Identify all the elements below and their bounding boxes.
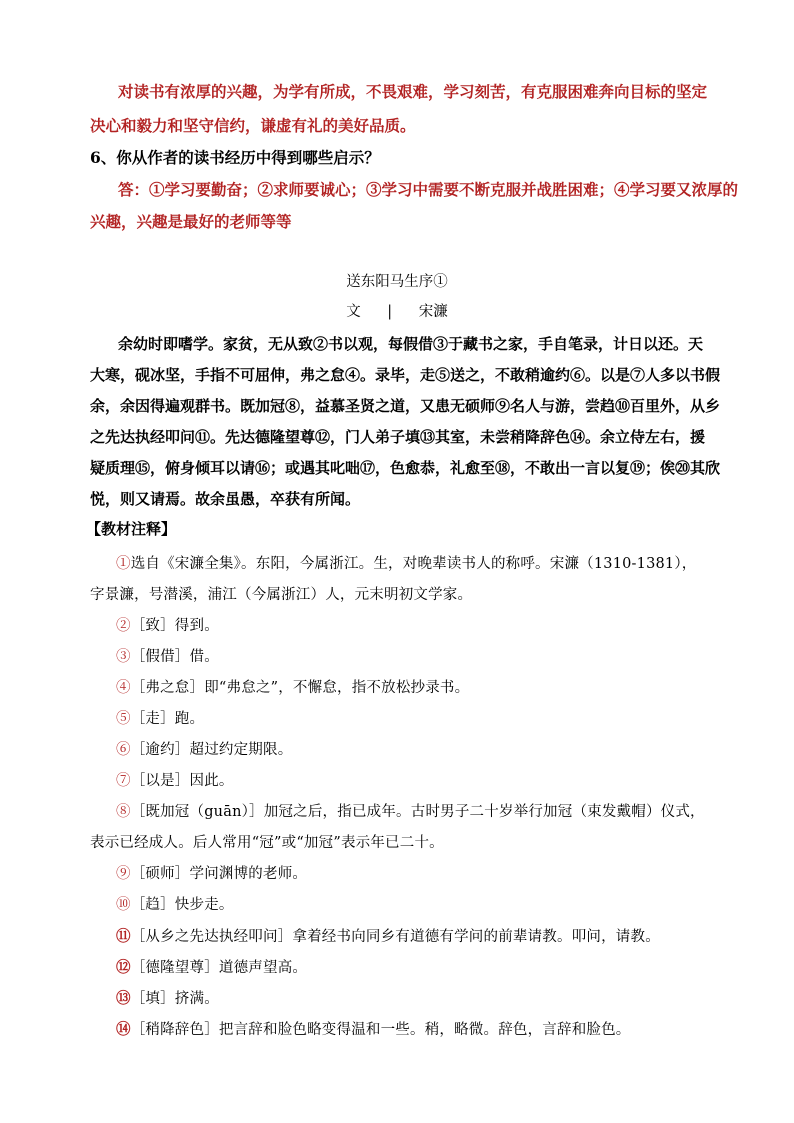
answer-previous-line1: 对读书有浓厚的兴趣，为学有所成，不畏艰难，学习刻苦，有克服困难奔向目标的坚定 <box>118 82 708 101</box>
note-number: ⑬ <box>116 990 131 1007</box>
note-3 <box>116 645 219 666</box>
note-text: 选自《宋濂全集》。东阳，今属浙江。生，对晚辈读书人的称呼。宋濂（1310-1381）， <box>130 556 697 572</box>
note-number: ⑨ <box>116 866 131 882</box>
note-number: ③ <box>116 649 131 665</box>
note-text: ［既加冠（guān）］加冠之后，指已成年。古时男子二十岁举行加冠（束发戴帽）仪式， <box>130 804 705 820</box>
note-number: ⑥ <box>116 742 131 758</box>
note-text: ［从乡之先达执经叩问］拿着经书向同乡有道德有学问的前辈请教。叩问，请教。 <box>130 929 660 945</box>
essay-line-2: 大寒，砚冰坚，手指不可屈伸，弗之怠④。录毕，走⑤送之，不敢稍逾约⑥。以是⑦人多以书假 <box>90 366 721 384</box>
answer-previous-line2: 决心和毅力和坚守信约，谦虚有礼的美好品质。 <box>90 116 416 135</box>
note-number: ① <box>116 556 131 572</box>
note-number: ⑩ <box>116 897 131 913</box>
note-text: ［德隆望尊］道德声望高。 <box>130 960 308 976</box>
note-text: ［走］跑。 <box>130 711 205 727</box>
note-number: ⑦ <box>116 773 131 789</box>
note-text: ［稍降辞色］把言辞和脸色略变得温和一些。稍，略微。辞色，言辞和脸色。 <box>130 1022 631 1038</box>
note-10 <box>116 893 234 914</box>
note-text: ［趋］快步走。 <box>130 897 234 913</box>
note-12 <box>116 956 307 977</box>
note-number: ⑤ <box>116 711 131 727</box>
byline-label: 文 <box>346 304 361 320</box>
note-8 <box>116 800 705 821</box>
essay-line-4: 之先达执经叩问⑪。先达德隆望尊⑫，门人弟子填⑬其室，未尝稍降辞色⑭。余立侍左右，援 <box>90 428 706 446</box>
note-6 <box>116 738 292 759</box>
note-text: ［致］得到。 <box>130 618 219 634</box>
note-14 <box>116 1018 631 1039</box>
note-1-continuation: 字景濂，号潜溪，浦江（今属浙江）人，元末明初文学家。 <box>90 587 473 603</box>
note-7 <box>116 769 234 790</box>
byline-author: 宋濂 <box>418 304 448 320</box>
note-number: ⑪ <box>116 928 131 945</box>
note-9 <box>116 862 307 883</box>
note-text: ［以是］因此。 <box>130 773 234 789</box>
note-text: ［假借］借。 <box>130 649 219 665</box>
question-6-answer-line1: 答：①学习要勤奋；②求师要诚心；③学习中需要不断克服并战胜困难；④学习要又浓厚的 <box>118 180 739 199</box>
essay-line-6: 悦，则又请焉。故余虽愚，卒获有所闻。 <box>90 490 361 508</box>
note-2 <box>116 614 219 635</box>
note-5 <box>116 707 204 728</box>
note-text: ［逾约］超过约定期限。 <box>130 742 293 758</box>
note-4 <box>116 676 469 697</box>
note-number: ⑧ <box>116 804 131 820</box>
notes-heading: 【教材注释】 <box>86 520 177 538</box>
note-number: ⑭ <box>116 1021 131 1038</box>
note-8-continuation: 表示已经成人。后人常用“冠”或“加冠”表示年已二十。 <box>90 835 444 851</box>
note-number: ⑫ <box>116 959 131 976</box>
note-number: ④ <box>116 680 131 696</box>
note-text: ［填］挤满。 <box>130 991 219 1007</box>
essay-line-1: 余幼时即嗜学。家贫，无从致②书以观，每假借③于藏书之家，手自笔录，计日以还。天 <box>118 335 704 353</box>
note-1 <box>116 552 697 573</box>
note-number: ② <box>116 618 131 634</box>
note-13 <box>116 987 219 1008</box>
note-text: ［弗之怠］即“弗怠之”，不懈怠，指不放松抄录书。 <box>130 680 470 696</box>
question-6-answer-line2: 兴趣，兴趣是最好的老师等等 <box>90 212 292 231</box>
note-text: ［硕师］学问渊博的老师。 <box>130 866 308 882</box>
essay-title: 送东阳马生序① <box>346 274 448 290</box>
note-11 <box>116 925 660 946</box>
question-6: 6、你从作者的读书经历中得到哪些启示？ <box>90 148 380 167</box>
essay-byline <box>0 300 794 321</box>
essay-line-5: 疑质理⑮，俯身倾耳以请⑯；或遇其叱咄⑰，色愈恭，礼愈至⑱，不敢出一言以复⑲；俟⑳其欣 <box>90 459 721 477</box>
byline-separator: | <box>387 304 393 320</box>
essay-line-3: 余，余因得遍观群书。既加冠⑧，益慕圣贤之道，又患无硕师⑨名人与游，尝趋⑩百里外，从乡 <box>90 397 721 415</box>
